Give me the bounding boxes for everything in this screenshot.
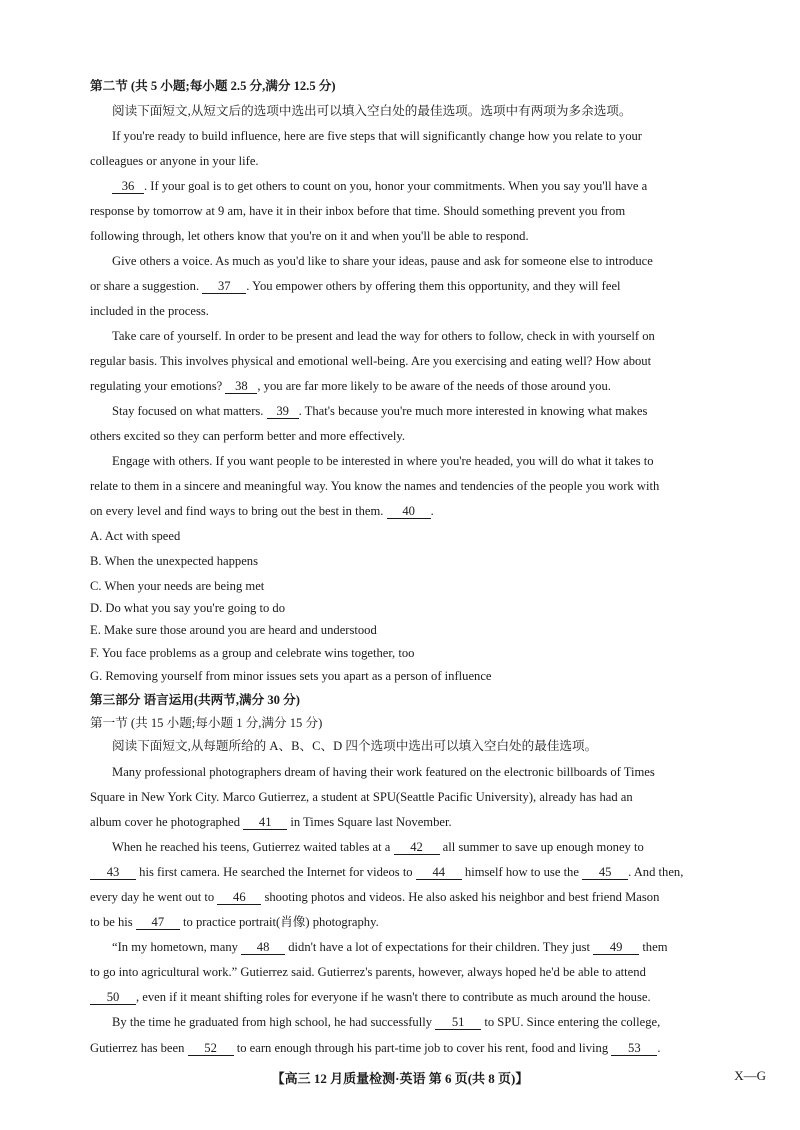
passage-line: Take care of yourself. In order to be present and lead the way for others to follow, check in with yourself on <box>112 329 655 343</box>
passage-text: By the time he graduated from high school, he had successfully <box>112 1015 433 1029</box>
option-a: A. Act with speed <box>90 529 181 543</box>
passage-text: , you are far more likely to be aware of the needs of those around you. <box>257 379 611 393</box>
passage-line: relate to them in a sincere and meaningful way. You know the names and tendencies of the people you work with <box>90 479 660 493</box>
footer-code: X—G <box>734 1068 766 1083</box>
passage-text: . If your goal is to get others to count on you, honor your commitments. When you say you'll have a <box>144 179 648 193</box>
passage-text: all summer to save up enough money to <box>442 840 644 854</box>
answer-blank-42[interactable]: 42 <box>394 840 440 855</box>
answer-blank-45[interactable]: 45 <box>582 865 628 880</box>
passage-line: regular basis. This involves physical and emotional well-being. Are you exercising and eating well? How about <box>90 354 652 368</box>
passage-line: following through, let others know that you're on it and when you'll be able to respond. <box>90 229 529 243</box>
answer-blank-53[interactable]: 53 <box>611 1041 657 1056</box>
passage-line <box>112 1014 766 1031</box>
passage-line <box>90 1040 766 1057</box>
option-f: F. You face problems as a group and celebrate wins together, too <box>90 646 415 660</box>
answer-blank-51[interactable]: 51 <box>435 1015 481 1030</box>
option-d: D. Do what you say you're going to do <box>90 601 286 615</box>
answer-blank-39[interactable]: 39 <box>267 404 299 419</box>
answer-blank-47[interactable]: 47 <box>136 915 180 930</box>
passage-line <box>90 278 766 295</box>
passage-text: Stay focused on what matters. <box>112 404 264 418</box>
passage-text: . That's because you're much more interested in knowing what makes <box>298 404 648 418</box>
answer-blank-41[interactable]: 41 <box>243 815 287 830</box>
passage-text: . <box>657 1041 661 1055</box>
passage-text: shooting photos and videos. He also asked his neighbor and best friend Mason <box>264 890 660 904</box>
option-c: C. When your needs are being met <box>90 579 265 593</box>
part3-instruction: 阅读下面短文,从每题所给的 A、B、C、D 四个选项中选出可以填入空白处的最佳选项。 <box>112 739 598 753</box>
passage-text: to practice portrait(肖像) photography. <box>183 915 379 929</box>
passage-text: album cover he photographed <box>90 815 241 829</box>
passage-line <box>112 939 766 956</box>
answer-blank-46[interactable]: 46 <box>217 890 261 905</box>
passage-text: or share a suggestion. <box>90 279 200 293</box>
passage-text: his first camera. He searched the Internet for videos to <box>139 865 413 879</box>
section2-heading: 第二节 (共 5 小题;每小题 2.5 分,满分 12.5 分) <box>90 79 336 93</box>
passage-text: on every level and find ways to bring out the best in them. <box>90 504 384 518</box>
passage-text: to SPU. Since entering the college, <box>484 1015 661 1029</box>
answer-blank-49[interactable]: 49 <box>593 940 639 955</box>
passage-line <box>112 839 766 856</box>
passage-line <box>90 814 766 831</box>
passage-line <box>90 378 766 395</box>
option-g: G. Removing yourself from minor issues sets you apart as a person of influence <box>90 669 492 683</box>
passage-text: every day he went out to <box>90 890 215 904</box>
passage-line: Give others a voice. As much as you'd like to share your ideas, pause and ask for someone else to introduce <box>112 254 653 268</box>
passage-line: Engage with others. If you want people to be interested in where you're headed, you will do what it takes to <box>112 454 654 468</box>
passage-text: Gutierrez has been <box>90 1041 185 1055</box>
passage-text: to be his <box>90 915 133 929</box>
passage-text: himself how to use the <box>464 865 579 879</box>
passage-line <box>90 864 766 881</box>
answer-blank-44[interactable]: 44 <box>416 865 462 880</box>
passage-line: Many professional photographers dream of having their work featured on the electronic billboards of Times <box>112 765 655 779</box>
passage-line: others excited so they can perform better and more effectively. <box>90 429 406 443</box>
answer-blank-48[interactable]: 48 <box>241 940 285 955</box>
answer-blank-43[interactable]: 43 <box>90 865 136 880</box>
passage-line <box>90 989 766 1006</box>
answer-blank-36[interactable]: 36 <box>112 179 144 194</box>
answer-blank-40[interactable]: 40 <box>387 504 431 519</box>
passage-line <box>90 914 766 931</box>
passage-text: . <box>430 504 434 518</box>
answer-blank-37[interactable]: 37 <box>202 279 246 294</box>
passage-text: “In my hometown, many <box>112 940 238 954</box>
passage-line: Square in New York City. Marco Gutierrez, a student at SPU(Seattle Pacific University), already has had an <box>90 790 633 804</box>
passage-text: in Times Square last November. <box>290 815 452 829</box>
option-b: B. When the unexpected happens <box>90 554 258 568</box>
passage-line: included in the process. <box>90 304 209 318</box>
passage-text: to earn enough through his part-time job to cover his rent, food and living <box>236 1041 609 1055</box>
passage-text: . And then, <box>628 865 684 879</box>
passage-line: If you're ready to build influence, here are five steps that will significantly change how you relate to your <box>112 129 642 143</box>
footer-title: 【高三 12 月质量检测·英语 第 6 页(共 8 页)】 <box>271 1071 529 1086</box>
passage-line <box>112 403 766 420</box>
answer-blank-38[interactable]: 38 <box>225 379 257 394</box>
passage-text: didn't have a lot of expectations for their children. They just <box>288 940 590 954</box>
passage-text: them <box>642 940 668 954</box>
passage-text: regulating your emotions? <box>90 379 223 393</box>
section2-instruction: 阅读下面短文,从短文后的选项中选出可以填入空白处的最佳选项。选项中有两项为多余选项。 <box>112 104 632 118</box>
passage-text: . You empower others by offering them this opportunity, and they will feel <box>246 279 621 293</box>
passage-text: When he reached his teens, Gutierrez waited tables at a <box>112 840 391 854</box>
passage-line: to go into agricultural work.” Gutierrez said. Gutierrez's parents, however, always hoped he'd be able to attend <box>90 965 646 979</box>
answer-blank-52[interactable]: 52 <box>188 1041 234 1056</box>
passage-line <box>90 503 766 520</box>
option-e: E. Make sure those around you are heard and understood <box>90 623 377 637</box>
part3-heading: 第三部分 语言运用(共两节,满分 30 分) <box>90 693 300 707</box>
passage-line: colleagues or anyone in your life. <box>90 154 259 168</box>
passage-line <box>90 889 766 906</box>
passage-line: response by tomorrow at 9 am, have it in their inbox before that time. Should something prevent you from <box>90 204 626 218</box>
passage-text: , even if it meant shifting roles for everyone if he wasn't there to contribute as much around the house. <box>136 990 651 1004</box>
answer-blank-50[interactable]: 50 <box>90 990 136 1005</box>
part3-subheading: 第一节 (共 15 小题;每小题 1 分,满分 15 分) <box>90 716 323 730</box>
passage-line <box>112 178 766 195</box>
